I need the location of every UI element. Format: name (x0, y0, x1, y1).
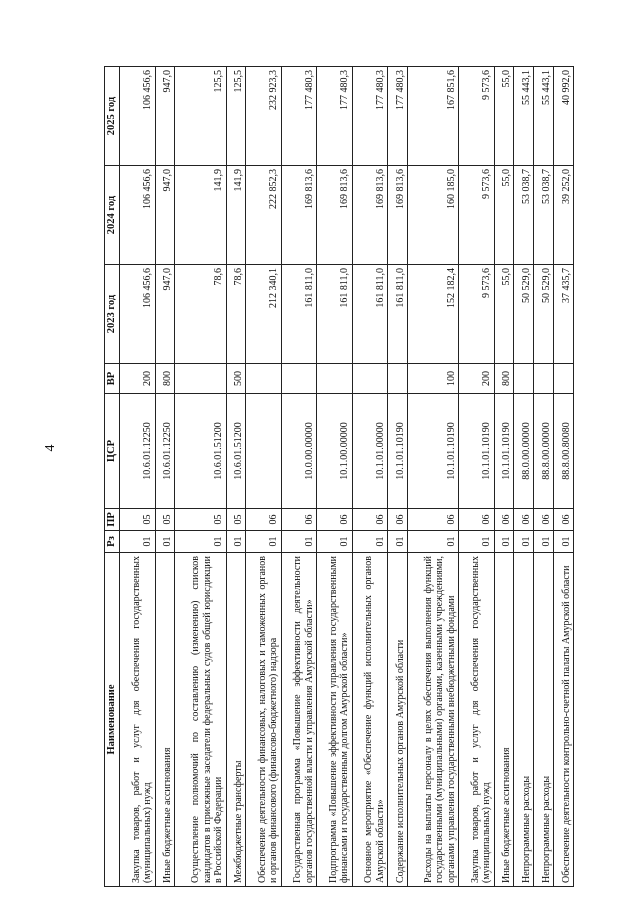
page-number: 4 (43, 444, 58, 452)
header-name: Наименование (105, 553, 120, 887)
row-value-2024: 55,0 (494, 166, 514, 265)
row-csr: 10.6.01.51200 (226, 394, 246, 509)
row-csr: 10.1.01.10190 (459, 394, 494, 509)
row-value-2023: 212 340,1 (246, 265, 281, 364)
row-pr: 06 (459, 509, 494, 531)
row-vr (388, 364, 408, 394)
row-value-2024: 160 185,0 (408, 166, 459, 265)
table-row (459, 67, 494, 887)
budget-table (104, 66, 574, 887)
row-rz: 01 (534, 531, 554, 553)
row-pr: 06 (408, 509, 459, 531)
header-2023: 2023 год (105, 265, 120, 364)
row-value-2023: 161 811,0 (388, 265, 408, 364)
header-vr: ВР (105, 364, 120, 394)
row-rz: 01 (281, 531, 316, 553)
row-value-2023: 106 456,6 (120, 265, 155, 364)
header-2025: 2025 год (105, 67, 120, 166)
row-value-2023: 161 811,0 (317, 265, 352, 364)
row-value-2024: 169 813,6 (317, 166, 352, 265)
header-rz: Рз (105, 531, 120, 553)
row-value-2025: 125,5 (226, 67, 246, 166)
row-rz: 01 (246, 531, 281, 553)
row-value-2023: 161 811,0 (352, 265, 387, 364)
table-row (281, 67, 316, 887)
row-value-2023: 9 573,6 (459, 265, 494, 364)
row-vr (534, 364, 554, 394)
row-rz: 01 (120, 531, 155, 553)
row-csr: 10.6.01.12250 (120, 394, 155, 509)
row-name: Основное мероприятие «Обеспечение функций исполнительных органов Амурской области» (352, 553, 387, 887)
header-pr: ПР (105, 509, 120, 531)
row-value-2024: 222 852,3 (246, 166, 281, 265)
table-row (554, 67, 574, 887)
row-csr: 10.0.00.00000 (281, 394, 316, 509)
table-row (226, 67, 246, 887)
table-row (534, 67, 554, 887)
row-pr: 06 (388, 509, 408, 531)
row-value-2023: 947,0 (155, 265, 175, 364)
rotated-table-container (104, 67, 574, 887)
row-pr: 06 (246, 509, 281, 531)
row-name: Иные бюджетные ассигнования (494, 553, 514, 887)
table-row (155, 67, 175, 887)
row-rz: 01 (494, 531, 514, 553)
table-row (317, 67, 352, 887)
row-value-2024: 169 813,6 (281, 166, 316, 265)
row-value-2023: 55,0 (494, 265, 514, 364)
row-value-2025: 947,0 (155, 67, 175, 166)
row-name: Непрограммные расходы (514, 553, 534, 887)
row-value-2024: 141,9 (226, 166, 246, 265)
row-value-2024: 169 813,6 (352, 166, 387, 265)
row-vr: 100 (408, 364, 459, 394)
row-value-2023: 50 529,0 (534, 265, 554, 364)
row-name: Подпрограмма «Повышение эффективности управления государственными финансами и государственным долгом Амурской области» (317, 553, 352, 887)
row-pr: 05 (226, 509, 246, 531)
row-csr: 88.8.00.00000 (534, 394, 554, 509)
row-pr: 05 (120, 509, 155, 531)
row-pr: 06 (281, 509, 316, 531)
row-csr: 88.8.00.80080 (554, 394, 574, 509)
row-pr: 06 (494, 509, 514, 531)
row-value-2024: 169 813,6 (388, 166, 408, 265)
row-value-2025: 55,0 (494, 67, 514, 166)
row-name: Непрограммные расходы (534, 553, 554, 887)
header-csr: ЦСР (105, 394, 120, 509)
table-row (494, 67, 514, 887)
row-rz: 01 (388, 531, 408, 553)
row-csr: 10.1.01.00000 (352, 394, 387, 509)
row-csr: 88.0.00.00000 (514, 394, 534, 509)
row-value-2023: 37 435,7 (554, 265, 574, 364)
row-value-2025: 55 443,1 (534, 67, 554, 166)
row-vr: 800 (494, 364, 514, 394)
table-row (246, 67, 281, 887)
header-row (105, 67, 120, 887)
row-value-2024: 9 573,6 (459, 166, 494, 265)
row-value-2025: 177 480,3 (317, 67, 352, 166)
row-pr: 06 (352, 509, 387, 531)
row-csr: 10.1.01.10190 (388, 394, 408, 509)
row-vr (246, 364, 281, 394)
row-csr: 10.1.01.10190 (408, 394, 459, 509)
row-value-2024: 106 456,6 (120, 166, 155, 265)
row-value-2023: 152 182,4 (408, 265, 459, 364)
row-name: Государственная программа «Повышение эффективности деятельности органов государственной власти и управления Амурской области» (281, 553, 316, 887)
row-value-2024: 947,0 (155, 166, 175, 265)
row-value-2025: 232 923,3 (246, 67, 281, 166)
row-csr: 10.1.00.00000 (317, 394, 352, 509)
row-rz: 01 (459, 531, 494, 553)
row-pr: 05 (175, 509, 226, 531)
row-rz: 01 (514, 531, 534, 553)
row-rz: 01 (408, 531, 459, 553)
row-rz: 01 (554, 531, 574, 553)
row-vr: 800 (155, 364, 175, 394)
row-pr: 06 (534, 509, 554, 531)
row-name: Расходы на выплаты персоналу в целях обеспечения выполнения функций государственными (муниципальными) органами, казенными учреждениями, органами управления государственными внебюджетными фондами (408, 553, 459, 887)
table-row (408, 67, 459, 887)
row-csr (246, 394, 281, 509)
row-name: Содержание исполнительных органов Амурской области (388, 553, 408, 887)
row-vr: 500 (226, 364, 246, 394)
row-value-2024: 53 038,7 (514, 166, 534, 265)
table-row (120, 67, 155, 887)
row-name: Обеспечение деятельности финансовых, налоговых и таможенных органов и органов финансового (финансово-бюджетного) надзора (246, 553, 281, 887)
row-pr: 06 (554, 509, 574, 531)
row-value-2025: 177 480,3 (352, 67, 387, 166)
row-name: Межбюджетные трансферты (226, 553, 246, 887)
row-value-2024: 39 252,0 (554, 166, 574, 265)
table-row (388, 67, 408, 887)
table-row (352, 67, 387, 887)
row-value-2025: 177 480,3 (388, 67, 408, 166)
row-name: Обеспечение деятельности контрольно-счетной палаты Амурской области (554, 553, 574, 887)
row-value-2025: 55 443,1 (514, 67, 534, 166)
row-rz: 01 (175, 531, 226, 553)
row-value-2025: 40 992,0 (554, 67, 574, 166)
row-name: Иные бюджетные ассигнования (155, 553, 175, 887)
row-value-2023: 161 811,0 (281, 265, 316, 364)
row-vr (554, 364, 574, 394)
row-rz: 01 (155, 531, 175, 553)
row-pr: 06 (514, 509, 534, 531)
row-csr: 10.6.01.51200 (175, 394, 226, 509)
row-vr (317, 364, 352, 394)
row-value-2025: 9 573,6 (459, 67, 494, 166)
row-value-2025: 106 456,6 (120, 67, 155, 166)
row-value-2025: 177 480,3 (281, 67, 316, 166)
row-vr (352, 364, 387, 394)
row-vr (281, 364, 316, 394)
row-value-2023: 78,6 (226, 265, 246, 364)
row-rz: 01 (226, 531, 246, 553)
row-vr: 200 (459, 364, 494, 394)
table-row (514, 67, 534, 887)
row-csr: 10.1.01.10190 (494, 394, 514, 509)
row-value-2024: 53 038,7 (534, 166, 554, 265)
row-value-2023: 78,6 (175, 265, 226, 364)
row-vr (514, 364, 534, 394)
row-vr (175, 364, 226, 394)
row-rz: 01 (317, 531, 352, 553)
row-csr: 10.6.01.12250 (155, 394, 175, 509)
row-value-2024: 141,9 (175, 166, 226, 265)
row-value-2025: 167 851,6 (408, 67, 459, 166)
row-value-2025: 125,5 (175, 67, 226, 166)
row-name: Закупка товаров, работ и услуг для обеспечения государственных (муниципальных) нужд (459, 553, 494, 887)
row-rz: 01 (352, 531, 387, 553)
table-row (175, 67, 226, 887)
row-name: Закупка товаров, работ и услуг для обеспечения государственных (муниципальных) нужд (120, 553, 155, 887)
row-vr: 200 (120, 364, 155, 394)
header-2024: 2024 год (105, 166, 120, 265)
row-value-2023: 50 529,0 (514, 265, 534, 364)
row-pr: 06 (317, 509, 352, 531)
row-name: Осуществление полномочий по составлению (изменению) списков кандидатов в присяжные заседатели федеральных судов общей юрисдикции в Российской Федерации (175, 553, 226, 887)
row-pr: 05 (155, 509, 175, 531)
